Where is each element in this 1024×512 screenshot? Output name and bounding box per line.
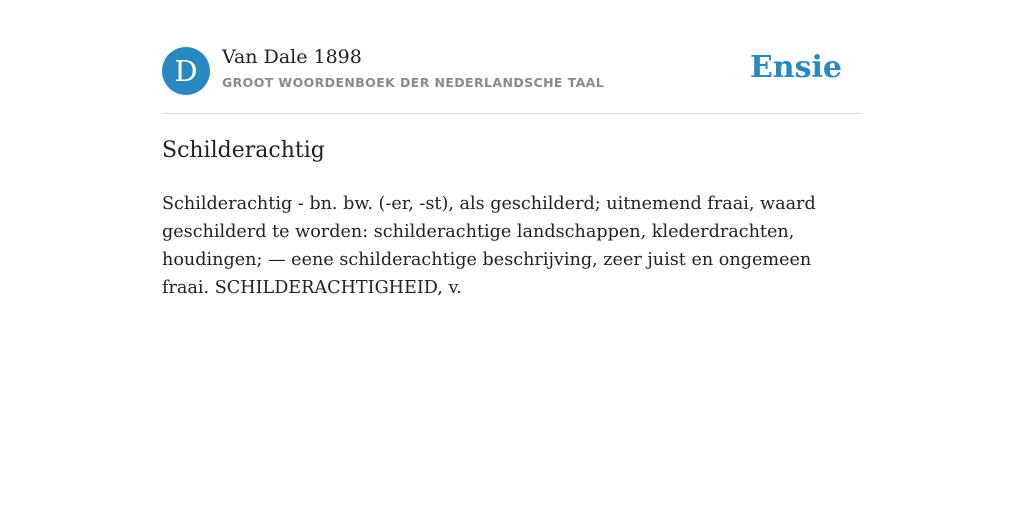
entry-title: Schilderachtig xyxy=(162,138,325,163)
dictionary-logo[interactable]: D xyxy=(162,47,210,95)
ensie-logo-link[interactable]: Ensie xyxy=(749,50,842,85)
entry-definition: Schilderachtig - bn. bw. (-er, -st), als geschilderd; uitnemend fraai, waard geschilderd te worden: schilderachtige landschappen, klederdrachten, houdingen; — eene schilderachtige beschrijving, zeer juist en ongemeen fraai. SCHILDERACHTIGHEID, v. xyxy=(162,194,816,298)
content-container xyxy=(162,0,862,298)
header xyxy=(162,0,862,114)
book-subtitle: GROOT WOORDENBOEK DER NEDERLANDSCHE TAAL xyxy=(222,75,605,90)
book-title[interactable]: Van Dale 1898 xyxy=(222,46,362,68)
